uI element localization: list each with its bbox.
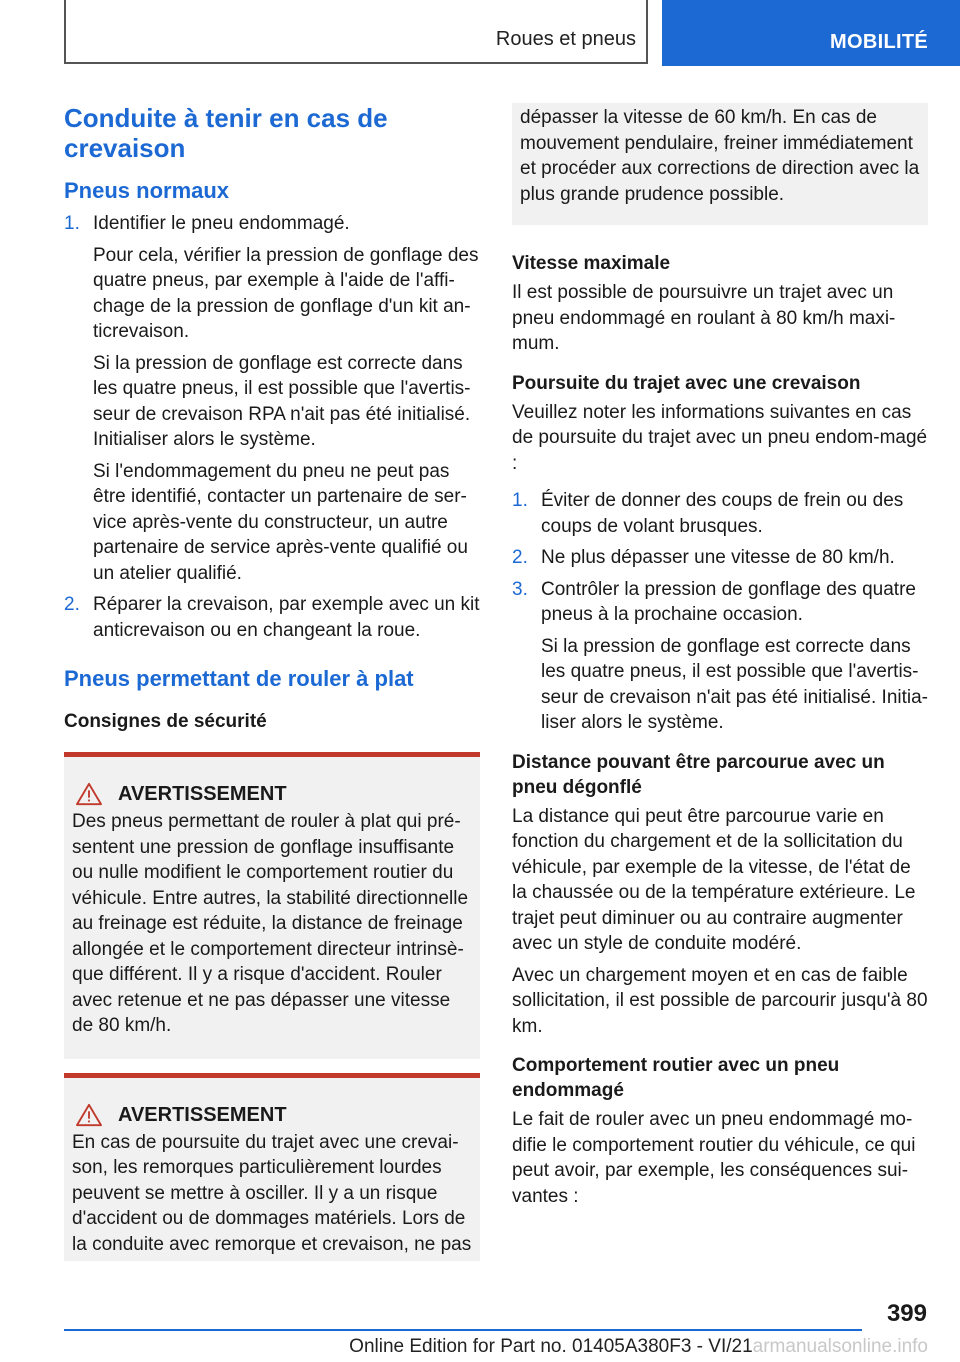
list-text: Ne plus dépasser une vitesse de 80 km/h. xyxy=(541,547,895,568)
heading-normal-tires: Pneus normaux xyxy=(64,178,230,203)
heading-max-speed: Vitesse maximale xyxy=(512,253,671,274)
list-number: 2. xyxy=(512,547,528,568)
list-number: 1. xyxy=(64,213,80,234)
warning-triangle-icon xyxy=(74,1103,104,1127)
footer-watermark: armanualsonline.info xyxy=(752,1336,928,1357)
warning-continuation xyxy=(512,103,928,225)
list-item xyxy=(64,592,480,643)
page-title: Conduite à tenir en cas de crevaison xyxy=(64,103,388,163)
list-text: Éviter de donner des coups de frein ou des coups de volant brusques. xyxy=(541,490,904,537)
list-item xyxy=(64,211,480,586)
paragraph: Avec un chargement moyen et en cas de faible sollicitation, il est possible de parcourir jusqu'à 80 km. xyxy=(512,964,928,1037)
paragraph: La distance qui peut être parcourue varie en fonction du chargement et de la sollicitation du véhicule, par exemple de la vitesse, de l'état de la chaussée ou de la température extérieure. Le trajet peut diminuer ou au contraire augmenter avec un style de conduite modéré. xyxy=(512,805,916,954)
footer-edition-text: Online Edition for Part no. 01405A380F3 - VI/21 xyxy=(349,1336,753,1357)
warning-text: En cas de poursuite du trajet avec une crevai-son, les remorques particulièrement lourdes peuvent se mettre à osciller. Il y a un risque d'accident ou de dommages matériels. Lors de la conduite avec remorque et crevaison, ne pas xyxy=(72,1131,472,1255)
warning-triangle-icon xyxy=(74,782,104,806)
paragraph: Il est possible de poursuivre un trajet avec un pneu endommagé en roulant à 80 km/h maxi-mum. xyxy=(512,282,896,354)
warning-text: dépasser la vitesse de 60 km/h. En cas de mouvement pendulaire, freiner immédiatement et procéder aux corrections de direction avec la plus grande prudence possible. xyxy=(520,107,920,205)
list-text: Contrôler la pression de gonflage des quatre pneus à la prochaine occasion. xyxy=(541,578,916,625)
list-text: Si la pression de gonflage est correcte dans les quatre pneus, il est possible que l'avertis-seur de crevaison RPA n'ait pas été initialisé. Initialiser alors le système. xyxy=(93,352,471,450)
right-column xyxy=(512,103,928,1209)
list-item xyxy=(512,488,928,539)
list-text: Si la pression de gonflage est correcte dans les quatre pneus, il est possible que l'avertis-seur de crevaison n'ait pas été initialisé. Initia-liser alors le système. xyxy=(541,635,928,733)
paragraph: Le fait de rouler avec un pneu endommagé mo-difie le comportement routier du véhicule, ce qui peut avoir, par exemple, les conséquences sui-vantes : xyxy=(512,1109,916,1207)
footer-edition xyxy=(64,1336,928,1358)
list-text: Si l'endommagement du pneu ne peut pas être identifié, contacter un partenaire de ser-vice après-vente du constructeur, un autre partenaire de service après-vente qualifié ou un atelier qualifié. xyxy=(93,460,468,584)
warning-title: AVERTISSEMENT xyxy=(118,1103,287,1126)
warning-box xyxy=(64,752,480,1059)
list-item xyxy=(512,577,928,736)
page-number: 399 xyxy=(886,1300,927,1327)
heading-continue-driving: Poursuite du trajet avec une crevaison xyxy=(512,372,861,394)
warning-text: Des pneus permettant de rouler à plat qui pré-sentent une pression de gonflage insuffisante ou nulle modifient le comportement routier du véhicule. Entre autres, la stabilité directionnelle au freinage est réduite, la distance de freinage allongée et le comportement directeur intrinsè-que différent. Il y a risque d'accident. Rouler avec retenue et ne pas dépasser une vitesse de 80 km/h. xyxy=(72,811,469,1036)
heading-safety: Consignes de sécurité xyxy=(64,711,267,732)
header-chapter-tab[interactable] xyxy=(662,0,960,66)
left-column xyxy=(64,103,480,1261)
left-steps xyxy=(64,211,480,643)
list-text: Réparer la crevaison, par exemple avec un kit anticrevaison ou en changeant la roue. xyxy=(93,594,480,641)
header-section-title: Roues et pneus xyxy=(495,28,636,50)
right-steps xyxy=(512,488,928,736)
warning-box xyxy=(64,1073,480,1262)
list-text: Identifier le pneu endommagé. xyxy=(93,213,350,234)
footer-divider xyxy=(64,1329,862,1331)
heading-runflat-tires: Pneus permettant de rouler à plat xyxy=(64,666,414,691)
heading-behaviour: Comportement routier avec un pneu endommagé xyxy=(512,1055,840,1101)
list-text: Pour cela, vérifier la pression de gonflage des quatre pneus, par exemple à l'aide de l'affi-chage de la pression de gonflage d'un kit an-ticrevaison. xyxy=(93,244,479,342)
list-item xyxy=(512,545,928,571)
list-number: 3. xyxy=(512,578,528,600)
list-number: 1. xyxy=(512,490,528,511)
header-chapter-label: MOBILITÉ xyxy=(830,31,928,53)
list-number: 2. xyxy=(64,594,80,615)
paragraph: Veuillez noter les informations suivantes en cas de poursuite du trajet avec un pneu endom-magé : xyxy=(512,401,928,474)
warning-title: AVERTISSEMENT xyxy=(118,783,287,805)
heading-distance: Distance pouvant être parcourue avec un pneu dégonflé xyxy=(512,751,885,798)
